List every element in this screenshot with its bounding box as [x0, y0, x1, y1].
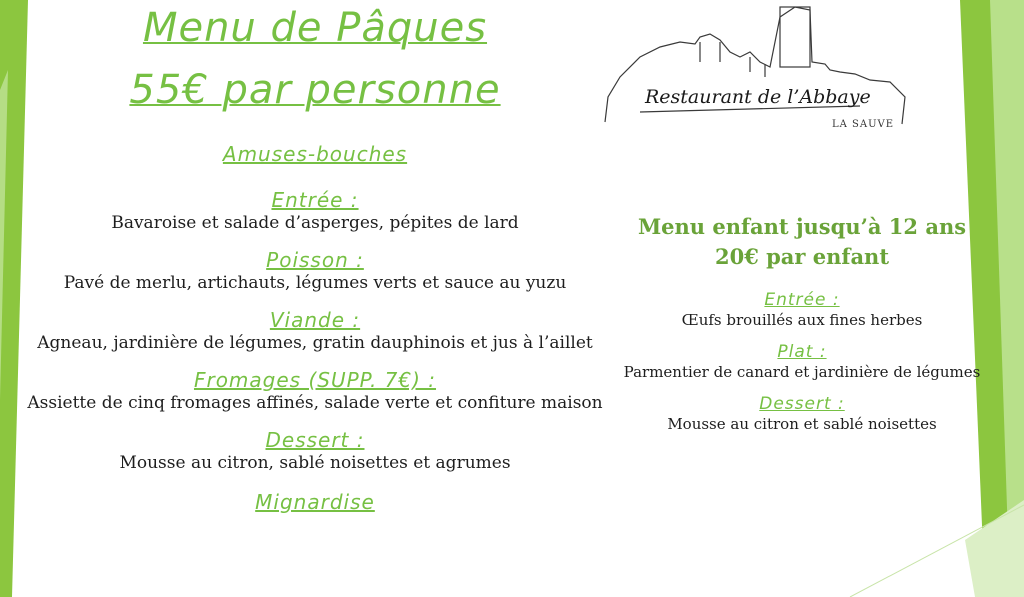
- kids-menu-price: 20€ par enfant: [714, 244, 890, 269]
- section-text: Bavaroise et salade d’asperges, pépites de lard: [111, 213, 519, 233]
- menu-section-dessert: [20, 428, 610, 474]
- menu-section-entree: [20, 188, 610, 234]
- menu-section-fromages: [20, 368, 610, 414]
- main-menu: [20, 0, 610, 514]
- kids-section-plat: [612, 342, 992, 382]
- kids-section-text: Œufs brouillés aux fines herbes: [681, 311, 923, 329]
- wall-icon: [700, 42, 765, 77]
- kids-menu-title: Menu enfant jusqu’à 12 ans: [637, 214, 967, 239]
- kids-section-heading: Plat :: [777, 342, 827, 362]
- kids-section-heading: Dessert :: [759, 394, 845, 414]
- menu-section-poisson: [20, 248, 610, 294]
- section-heading: Dessert :: [265, 428, 365, 452]
- kids-section-entree: [612, 290, 992, 330]
- section-text: Pavé de merlu, artichauts, légumes verts et sauce au yuzu: [63, 273, 567, 293]
- section-heading: Poisson :: [266, 248, 364, 272]
- section-text: Mousse au citron, sablé noisettes et agrumes: [119, 453, 511, 473]
- amuses-heading: Amuses-bouches: [222, 142, 408, 166]
- kids-section-heading: Entrée :: [764, 290, 840, 310]
- menu-price: 55€ par personne: [129, 67, 501, 113]
- menu-section-viande: [20, 308, 610, 354]
- tower-icon: [780, 7, 810, 67]
- restaurant-logo: [600, 2, 910, 134]
- section-heading: Fromages (SUPP. 7€) :: [193, 368, 437, 392]
- section-heading: Viande :: [269, 308, 361, 332]
- mignardise-heading: Mignardise: [255, 490, 375, 514]
- section-text: Agneau, jardinière de légumes, gratin dauphinois et jus à l’aillet: [37, 333, 593, 353]
- kids-menu: [612, 212, 992, 434]
- section-text: Assiette de cinq fromages affinés, salade verte et confiture maison: [27, 393, 603, 413]
- logo-location: LA SAUVE: [832, 119, 895, 130]
- section-heading: Entrée :: [271, 188, 359, 212]
- menu-title: Menu de Pâques: [142, 5, 488, 51]
- kids-section-text: Parmentier de canard et jardinière de légumes: [623, 363, 981, 381]
- kids-section-dessert: [612, 394, 992, 434]
- logo-name: Restaurant de l’Abbaye: [645, 86, 871, 108]
- kids-section-text: Mousse au citron et sablé noisettes: [667, 415, 937, 433]
